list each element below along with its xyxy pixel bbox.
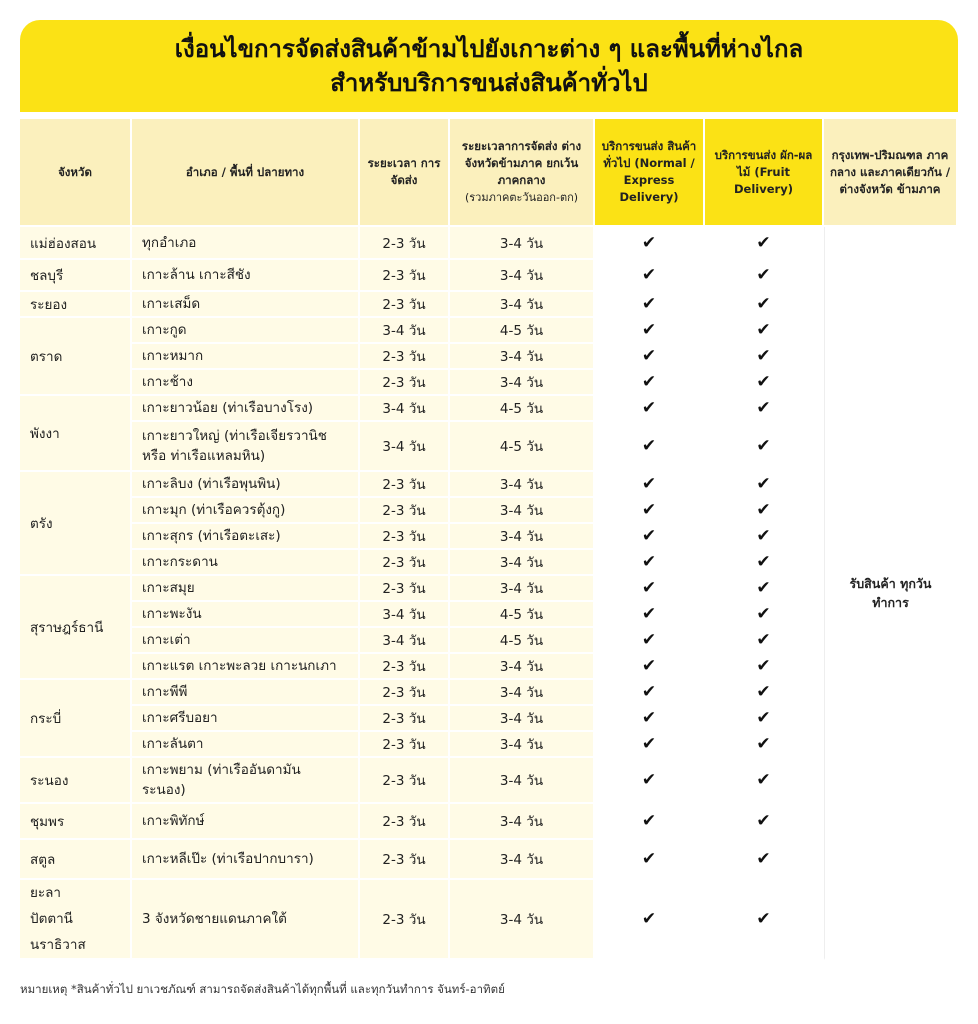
fruit-check-icon: ✔ (705, 804, 824, 840)
fruit-check-icon: ✔ (705, 758, 824, 804)
area-cell: เกาะช้าง (132, 370, 360, 396)
table-row (20, 472, 958, 498)
time-other-cell: 3-4 วัน (450, 227, 595, 260)
time-cell: 2-3 วัน (360, 706, 450, 732)
fruit-check-icon: ✔ (705, 396, 824, 422)
header-area: อำเภอ / พื้นที่ ปลายทาง (132, 119, 360, 227)
table-row (20, 680, 958, 706)
time-cell: 3-4 วัน (360, 602, 450, 628)
time-other-cell: 3-4 วัน (450, 498, 595, 524)
time-other-cell: 3-4 วัน (450, 732, 595, 758)
province-name: ปัตตานี (30, 911, 73, 927)
area-cell: 3 จังหวัดชายแดนภาคใต้ (132, 880, 360, 960)
normal-check-icon: ✔ (595, 260, 705, 292)
normal-check-icon: ✔ (595, 472, 705, 498)
normal-check-icon: ✔ (595, 840, 705, 880)
time-other-cell: 4-5 วัน (450, 602, 595, 628)
province-cell (20, 880, 132, 960)
normal-check-icon: ✔ (595, 654, 705, 680)
time-cell: 2-3 วัน (360, 680, 450, 706)
area-cell: เกาะแรต เกาะพะลวย เกาะนกเภา (132, 654, 360, 680)
normal-check-icon: ✔ (595, 422, 705, 472)
header-time-other-main: ระยะเวลาการจัดส่ง ต่างจังหวัดข้ามภาค ยกเว้นภาคกลาง (461, 139, 582, 187)
area-cell: เกาะเต่า (132, 628, 360, 654)
fruit-check-icon: ✔ (705, 524, 824, 550)
time-cell: 2-3 วัน (360, 758, 450, 804)
table-row (20, 654, 958, 680)
fruit-check-icon: ✔ (705, 840, 824, 880)
area-cell: เกาะพะงัน (132, 602, 360, 628)
area-cell: เกาะสุกร (ท่าเรือตะเสะ) (132, 524, 360, 550)
table-row (20, 344, 958, 370)
time-other-cell: 3-4 วัน (450, 576, 595, 602)
normal-check-icon: ✔ (595, 680, 705, 706)
time-cell: 2-3 วัน (360, 524, 450, 550)
time-cell: 2-3 วัน (360, 472, 450, 498)
province-cell: สุราษฎร์ธานี (20, 576, 132, 680)
table-row (20, 804, 958, 840)
time-other-cell: 3-4 วัน (450, 472, 595, 498)
province-cell: แม่ฮ่องสอน (20, 227, 132, 260)
time-cell: 2-3 วัน (360, 260, 450, 292)
fruit-check-icon: ✔ (705, 880, 824, 960)
time-other-cell: 3-4 วัน (450, 260, 595, 292)
time-cell: 2-3 วัน (360, 292, 450, 318)
time-cell: 3-4 วัน (360, 628, 450, 654)
province-cell: พังงา (20, 396, 132, 472)
province-cell: ระนอง (20, 758, 132, 804)
area-cell: เกาะสมุย (132, 576, 360, 602)
table-row (20, 318, 958, 344)
table-row (20, 227, 958, 260)
header-normal: บริการขนส่ง สินค้าทั่วไป (Normal / Express Delivery) (595, 119, 705, 227)
normal-check-icon: ✔ (595, 804, 705, 840)
table-row (20, 840, 958, 880)
normal-check-icon: ✔ (595, 880, 705, 960)
area-cell: เกาะกระดาน (132, 550, 360, 576)
normal-check-icon: ✔ (595, 550, 705, 576)
shipping-table-wrapper (20, 119, 958, 960)
header-row (20, 119, 958, 227)
time-other-cell: 3-4 วัน (450, 344, 595, 370)
area-cell: เกาะยาวใหญ่ (ท่าเรือเจียรวานิช หรือ ท่าเรือแหลมหิน) (132, 422, 360, 472)
pickup-note: รับสินค้า ทุกวันทำการ (824, 227, 958, 960)
table-row (20, 370, 958, 396)
table-row (20, 292, 958, 318)
time-other-cell: 3-4 วัน (450, 680, 595, 706)
table-row (20, 550, 958, 576)
header-province: จังหวัด (20, 119, 132, 227)
table-row (20, 498, 958, 524)
normal-check-icon: ✔ (595, 498, 705, 524)
normal-check-icon: ✔ (595, 396, 705, 422)
province-cell: ชุมพร (20, 804, 132, 840)
time-other-cell: 4-5 วัน (450, 422, 595, 472)
area-cell: เกาะล้าน เกาะสีชัง (132, 260, 360, 292)
table-row (20, 602, 958, 628)
normal-check-icon: ✔ (595, 706, 705, 732)
title-line-1: เงื่อนไขการจัดส่งสินค้าข้ามไปยังเกาะต่าง ๆ และพื้นที่ห่างไกล (174, 35, 804, 63)
fruit-check-icon: ✔ (705, 602, 824, 628)
fruit-check-icon: ✔ (705, 422, 824, 472)
header-bkk: กรุงเทพ-ปริมณฑล ภาคกลาง และภาคเดียวกัน / ต่างจังหวัด ข้ามภาค (824, 119, 958, 227)
area-cell: เกาะศรีบอยา (132, 706, 360, 732)
fruit-check-icon: ✔ (705, 472, 824, 498)
time-cell: 2-3 วัน (360, 227, 450, 260)
area-cell: เกาะหมาก (132, 344, 360, 370)
time-other-cell: 4-5 วัน (450, 628, 595, 654)
province-name: ยะลา (30, 885, 62, 901)
normal-check-icon: ✔ (595, 524, 705, 550)
fruit-check-icon: ✔ (705, 680, 824, 706)
time-other-cell: 3-4 วัน (450, 370, 595, 396)
province-cell: ระยอง (20, 292, 132, 318)
time-other-cell: 3-4 วัน (450, 758, 595, 804)
province-cell: สตูล (20, 840, 132, 880)
time-cell: 3-4 วัน (360, 422, 450, 472)
time-cell: 2-3 วัน (360, 498, 450, 524)
area-cell: เกาะพยาม (ท่าเรืออันดามัน ระนอง) (132, 758, 360, 804)
area-cell: ทุกอำเภอ (132, 227, 360, 260)
shipping-table (20, 119, 958, 960)
area-cell: เกาะเสม็ด (132, 292, 360, 318)
area-cell: เกาะกูด (132, 318, 360, 344)
time-cell: 2-3 วัน (360, 576, 450, 602)
normal-check-icon: ✔ (595, 628, 705, 654)
time-other-cell: 3-4 วัน (450, 524, 595, 550)
fruit-check-icon: ✔ (705, 654, 824, 680)
normal-check-icon: ✔ (595, 602, 705, 628)
table-row (20, 758, 958, 804)
table-body (20, 227, 958, 960)
time-other-cell: 4-5 วัน (450, 318, 595, 344)
table-row (20, 732, 958, 758)
normal-check-icon: ✔ (595, 344, 705, 370)
normal-check-icon: ✔ (595, 227, 705, 260)
province-name: นราธิวาส (30, 937, 86, 953)
fruit-check-icon: ✔ (705, 318, 824, 344)
table-row (20, 628, 958, 654)
fruit-check-icon: ✔ (705, 706, 824, 732)
table-row (20, 396, 958, 422)
normal-check-icon: ✔ (595, 732, 705, 758)
time-other-cell: 3-4 วัน (450, 804, 595, 840)
footnote: หมายเหตุ *สินค้าทั่วไป ยาเวชภัณฑ์ สามารถจัดส่งสินค้าได้ทุกพื้นที่ และทุกวันทำการ จันทร์-อาทิตย์ (20, 982, 505, 996)
area-cell: เกาะมุก (ท่าเรือควรตุ้งกู) (132, 498, 360, 524)
area-cell: เกาะหลีเป๊ะ (ท่าเรือปากบารา) (132, 840, 360, 880)
province-cell: ชลบุรี (20, 260, 132, 292)
fruit-check-icon: ✔ (705, 227, 824, 260)
header-time-other (450, 119, 595, 227)
normal-check-icon: ✔ (595, 292, 705, 318)
time-other-cell: 3-4 วัน (450, 880, 595, 960)
title-line-2: สำหรับบริการขนส่งสินค้าทั่วไป (330, 69, 648, 97)
table-row (20, 260, 958, 292)
table-row (20, 706, 958, 732)
fruit-check-icon: ✔ (705, 260, 824, 292)
time-cell: 2-3 วัน (360, 732, 450, 758)
area-cell: เกาะลิบง (ท่าเรือพุนพิน) (132, 472, 360, 498)
area-cell: เกาะพิทักษ์ (132, 804, 360, 840)
province-cell: ตราด (20, 318, 132, 396)
fruit-check-icon: ✔ (705, 370, 824, 396)
time-cell: 2-3 วัน (360, 654, 450, 680)
time-other-cell: 4-5 วัน (450, 396, 595, 422)
normal-check-icon: ✔ (595, 318, 705, 344)
normal-check-icon: ✔ (595, 758, 705, 804)
time-cell: 2-3 วัน (360, 344, 450, 370)
area-cell: เกาะลันตา (132, 732, 360, 758)
time-other-cell: 3-4 วัน (450, 550, 595, 576)
time-other-cell: 3-4 วัน (450, 706, 595, 732)
time-cell: 2-3 วัน (360, 804, 450, 840)
title-banner (20, 20, 958, 112)
time-cell: 3-4 วัน (360, 396, 450, 422)
area-cell: เกาะพีพี (132, 680, 360, 706)
province-cell: กระบี่ (20, 680, 132, 758)
time-cell: 2-3 วัน (360, 370, 450, 396)
fruit-check-icon: ✔ (705, 498, 824, 524)
time-cell: 2-3 วัน (360, 840, 450, 880)
table-row (20, 422, 958, 472)
table-row (20, 576, 958, 602)
fruit-check-icon: ✔ (705, 292, 824, 318)
time-cell: 2-3 วัน (360, 550, 450, 576)
header-time-other-sub: (รวมภาคตะวันออก-ตก) (464, 191, 579, 204)
fruit-check-icon: ✔ (705, 576, 824, 602)
area-cell: เกาะยาวน้อย (ท่าเรือบางโรง) (132, 396, 360, 422)
normal-check-icon: ✔ (595, 576, 705, 602)
fruit-check-icon: ✔ (705, 344, 824, 370)
header-time: ระยะเวลา การจัดส่ง (360, 119, 450, 227)
time-other-cell: 3-4 วัน (450, 292, 595, 318)
time-cell: 3-4 วัน (360, 318, 450, 344)
time-other-cell: 3-4 วัน (450, 840, 595, 880)
fruit-check-icon: ✔ (705, 628, 824, 654)
header-fruit: บริการขนส่ง ผัก-ผลไม้ (Fruit Delivery) (705, 119, 824, 227)
normal-check-icon: ✔ (595, 370, 705, 396)
province-cell: ตรัง (20, 472, 132, 576)
table-row (20, 880, 958, 960)
time-cell: 2-3 วัน (360, 880, 450, 960)
time-other-cell: 3-4 วัน (450, 654, 595, 680)
table-row (20, 524, 958, 550)
fruit-check-icon: ✔ (705, 550, 824, 576)
fruit-check-icon: ✔ (705, 732, 824, 758)
